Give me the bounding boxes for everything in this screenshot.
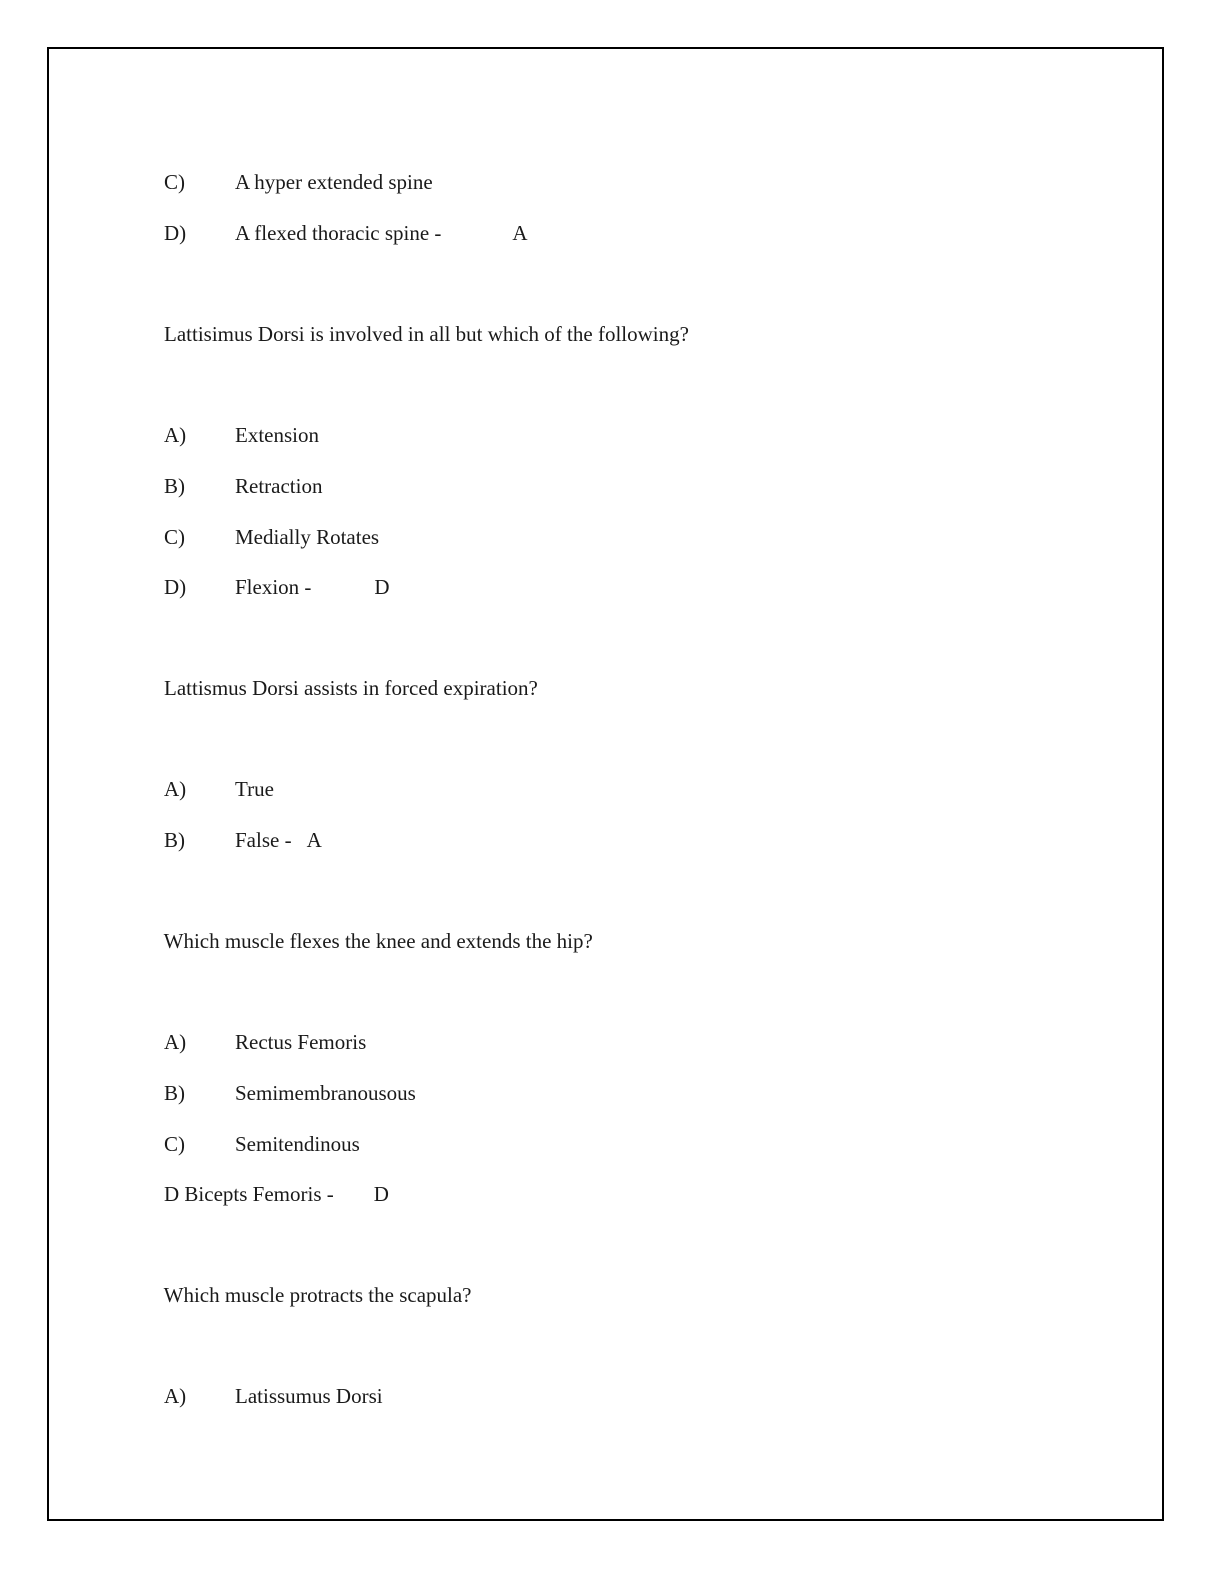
option-letter: D) (164, 575, 187, 599)
option-text: A hyper extended spine (235, 170, 433, 194)
question-text (143, 902, 593, 980)
option-text: Semitendinous (235, 1132, 360, 1156)
option-text: D Bicepts Femoris - (164, 1182, 334, 1206)
option-text: Extension (235, 423, 319, 447)
option-text: True (235, 777, 274, 801)
option-letter: C) (164, 525, 185, 549)
option-d (143, 194, 528, 272)
option-letter: A) (164, 1030, 187, 1054)
answer-key: A (306, 828, 322, 852)
option-letter: A) (164, 423, 187, 447)
option-text: A flexed thoracic spine - (235, 221, 442, 245)
question-text (143, 649, 538, 727)
question-label: Which muscle protracts the scapula? (163, 1283, 472, 1307)
option-text: False - (235, 828, 292, 852)
option-letter: B) (164, 828, 185, 852)
option-a (143, 1357, 383, 1435)
answer-key: D (373, 1182, 389, 1206)
option-text: Flexion - (235, 575, 312, 599)
answer-key: D (374, 575, 390, 599)
option-text: Semimembranousous (235, 1081, 416, 1105)
answer-key: A (512, 221, 528, 245)
question-text (143, 1256, 472, 1334)
option-text: Rectus Femoris (235, 1030, 367, 1054)
option-b (143, 801, 322, 879)
question-text (143, 295, 689, 373)
option-letter: A) (164, 1384, 187, 1408)
option-text: Latissumus Dorsi (235, 1384, 383, 1408)
option-letter: B) (164, 474, 185, 498)
option-letter: C) (164, 170, 185, 194)
question-label: Which muscle flexes the knee and extends the hip? (163, 929, 593, 953)
option-letter: B) (164, 1081, 185, 1105)
option-letter: D) (164, 221, 187, 245)
option-letter: A) (164, 777, 187, 801)
option-text: Medially Rotates (235, 525, 380, 549)
question-label: Lattisimus Dorsi is involved in all but which of the following? (164, 322, 689, 346)
option-d (143, 548, 390, 626)
option-d-plain (143, 1155, 389, 1233)
question-label: Lattismus Dorsi assists in forced expiration? (164, 676, 538, 700)
option-letter: C) (164, 1132, 185, 1156)
option-text: Retraction (235, 474, 323, 498)
